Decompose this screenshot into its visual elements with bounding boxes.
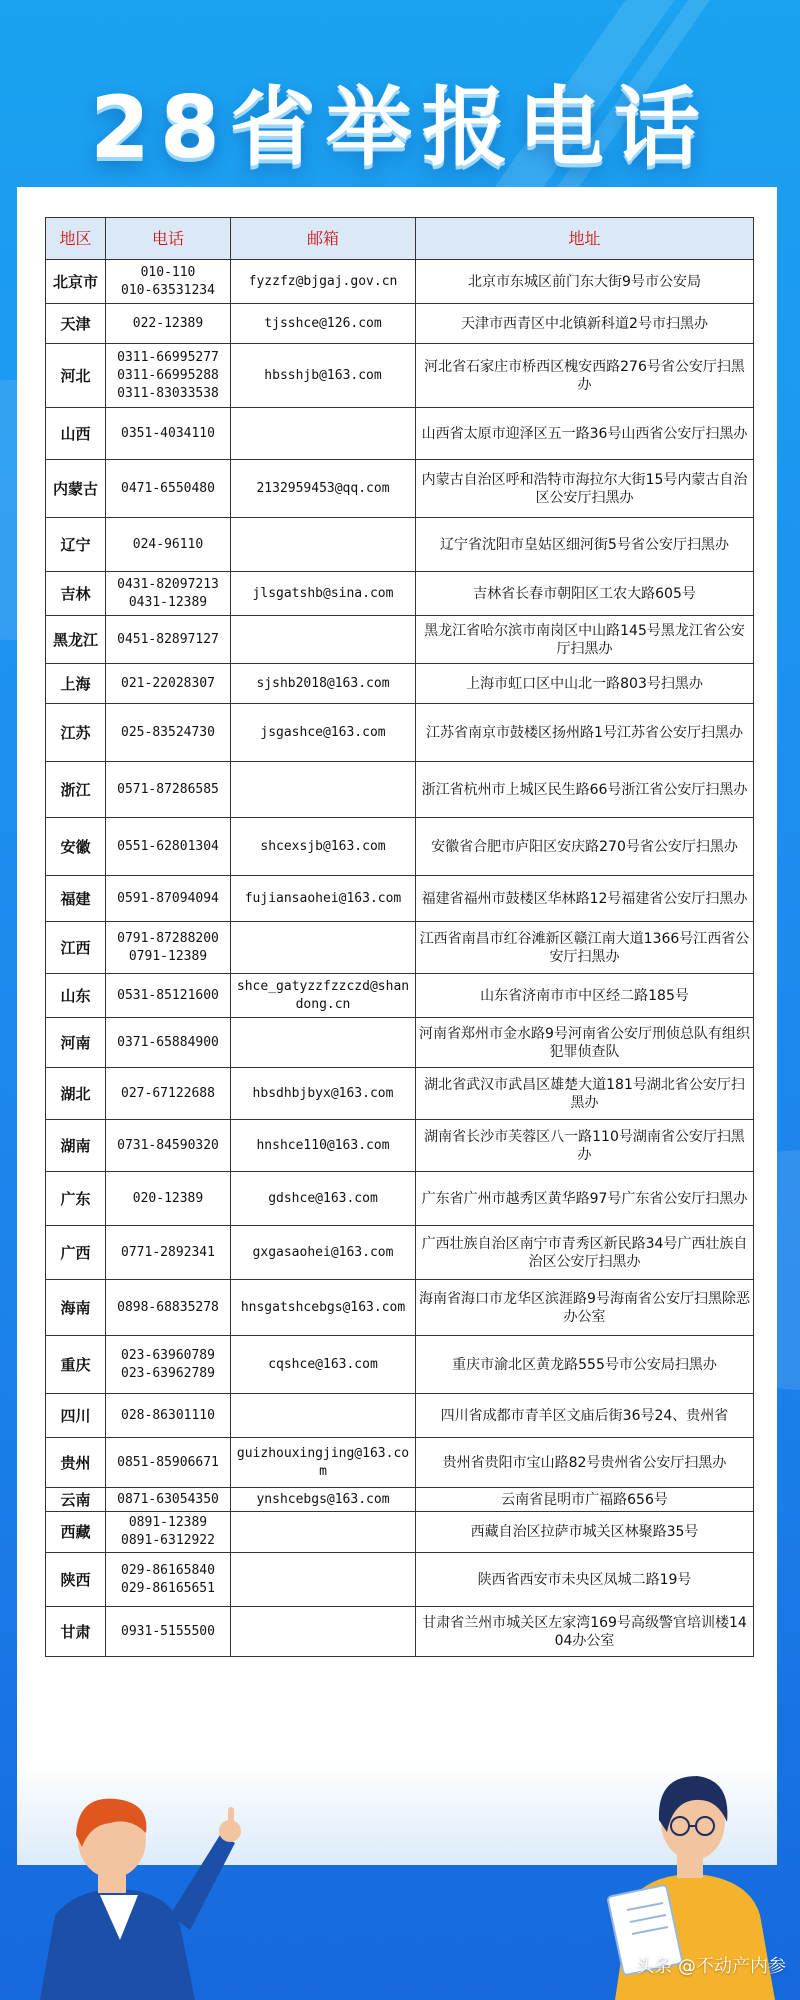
address-cell: 贵州省贵阳市宝山路82号贵州省公安厅扫黑办 [416,1438,754,1488]
table-row [46,1607,754,1657]
email-cell: tjsshce@126.com [231,304,416,344]
table-row [46,922,754,974]
address-cell: 福建省福州市鼓楼区华林路12号福建省公安厅扫黑办 [416,876,754,922]
region-cell: 四川 [46,1394,106,1438]
region-cell: 河南 [46,1018,106,1068]
email-cell [231,1553,416,1607]
phone-cell: 025-83524730 [106,704,231,762]
region-cell: 安徽 [46,818,106,876]
phone-cell: 0431-82097213 0431-12389 [106,572,231,616]
address-cell: 上海市虹口区中山北一路803号扫黑办 [416,664,754,704]
table-row [46,1172,754,1226]
address-cell: 海南省海口市龙华区滨涯路9号海南省公安厅扫黑除恶办公室 [416,1280,754,1336]
column-header-address: 地址 [416,218,754,260]
region-cell: 西藏 [46,1512,106,1553]
phone-cell: 0571-87286585 [106,762,231,818]
table-row [46,1336,754,1394]
address-cell: 北京市东城区前门东大街9号市公安局 [416,260,754,304]
table-row [46,876,754,922]
table-row [46,1120,754,1172]
address-cell: 西藏自治区拉萨市城关区林聚路35号 [416,1512,754,1553]
address-cell: 湖北省武汉市武昌区雄楚大道181号湖北省公安厅扫黑办 [416,1068,754,1120]
region-cell: 河北 [46,344,106,408]
email-cell [231,1018,416,1068]
phone-cell: 022-12389 [106,304,231,344]
email-cell: gxgasaohei@163.com [231,1226,416,1280]
region-cell: 广西 [46,1226,106,1280]
table-row [46,572,754,616]
region-cell: 吉林 [46,572,106,616]
column-header-email: 邮箱 [231,218,416,260]
table-row [46,1438,754,1488]
table-row [46,664,754,704]
phone-cell: 0371-65884900 [106,1018,231,1068]
phone-cell: 0351-4034110 [106,408,231,460]
phone-cell: 0931-5155500 [106,1607,231,1657]
email-cell [231,922,416,974]
region-cell: 甘肃 [46,1607,106,1657]
email-cell [231,408,416,460]
table-row [46,460,754,518]
address-cell: 广西壮族自治区南宁市青秀区新民路34号广西壮族自治区公安厅扫黑办 [416,1226,754,1280]
address-cell: 吉林省长春市朝阳区工农大路605号 [416,572,754,616]
phone-cell: 0551-62801304 [106,818,231,876]
email-cell: jsgashce@163.com [231,704,416,762]
address-cell: 河南省郑州市金水路9号河南省公安厅刑侦总队有组织犯罪侦查队 [416,1018,754,1068]
table-row [46,818,754,876]
phone-cell: 0891-12389 0891-6312922 [106,1512,231,1553]
region-cell: 浙江 [46,762,106,818]
email-cell: gdshce@163.com [231,1172,416,1226]
email-cell [231,616,416,664]
region-cell: 福建 [46,876,106,922]
address-cell: 山西省太原市迎泽区五一路36号山西省公安厅扫黑办 [416,408,754,460]
address-cell: 辽宁省沈阳市皇姑区细河街5号省公安厅扫黑办 [416,518,754,572]
address-cell: 安徽省合肥市庐阳区安庆路270号省公安厅扫黑办 [416,818,754,876]
table-header-row [46,218,754,260]
table-row [46,1018,754,1068]
table-row [46,1068,754,1120]
phone-cell: 0591-87094094 [106,876,231,922]
person-pointing-illustration [20,1765,260,2000]
email-cell: fujiansaohei@163.com [231,876,416,922]
email-cell: hbsshjb@163.com [231,344,416,408]
hotline-table [45,217,754,1657]
region-cell: 内蒙古 [46,460,106,518]
region-cell: 贵州 [46,1438,106,1488]
region-cell: 云南 [46,1488,106,1512]
address-cell: 浙江省杭州市上城区民生路66号浙江省公安厅扫黑办 [416,762,754,818]
email-cell: hbsdhbjbyx@163.com [231,1068,416,1120]
email-cell [231,1394,416,1438]
page-title: 28省举报电话 [90,78,710,178]
email-cell: sjshb2018@163.com [231,664,416,704]
email-cell: jlsgatshb@sina.com [231,572,416,616]
email-cell [231,1512,416,1553]
table-row [46,408,754,460]
address-cell: 山东省济南市市中区经二路185号 [416,974,754,1018]
phone-cell: 0471-6550480 [106,460,231,518]
watermark: 头条 @不动产内参 [636,1956,786,1977]
phone-cell: 0791-87288200 0791-12389 [106,922,231,974]
address-cell: 江西省南昌市红谷滩新区赣江南大道1366号江西省公安厅扫黑办 [416,922,754,974]
phone-cell: 027-67122688 [106,1068,231,1120]
phone-cell: 0531-85121600 [106,974,231,1018]
address-cell: 河北省石家庄市桥西区槐安西路276号省公安厅扫黑办 [416,344,754,408]
region-cell: 江西 [46,922,106,974]
email-cell: cqshce@163.com [231,1336,416,1394]
phone-cell: 0871-63054350 [106,1488,231,1512]
phone-cell: 028-86301110 [106,1394,231,1438]
email-cell: fyzzfz@bjgaj.gov.cn [231,260,416,304]
region-cell: 陕西 [46,1553,106,1607]
table-row [46,616,754,664]
table-body [46,260,754,1657]
email-cell: shcexsjb@163.com [231,818,416,876]
email-cell: hnsgatshcebgs@163.com [231,1280,416,1336]
email-cell: 2132959453@qq.com [231,460,416,518]
region-cell: 山西 [46,408,106,460]
email-cell: guizhouxingjing@163.com [231,1438,416,1488]
address-cell: 重庆市渝北区黄龙路555号市公安局扫黑办 [416,1336,754,1394]
phone-cell: 0771-2892341 [106,1226,231,1280]
column-header-phone: 电话 [106,218,231,260]
table-row [46,1280,754,1336]
email-cell [231,762,416,818]
phone-cell: 0898-68835278 [106,1280,231,1336]
region-cell: 江苏 [46,704,106,762]
email-cell: ynshcebgs@163.com [231,1488,416,1512]
phone-cell: 010-110 010-63531234 [106,260,231,304]
column-header-region: 地区 [46,218,106,260]
phone-cell: 0731-84590320 [106,1120,231,1172]
table-row [46,1512,754,1553]
table-row [46,762,754,818]
content-card [17,187,777,1865]
address-cell: 云南省昆明市广福路656号 [416,1488,754,1512]
table-row [46,1394,754,1438]
region-cell: 辽宁 [46,518,106,572]
address-cell: 广东省广州市越秀区黄华路97号广东省公安厅扫黑办 [416,1172,754,1226]
address-cell: 江苏省南京市鼓楼区扬州路1号江苏省公安厅扫黑办 [416,704,754,762]
table-row [46,1488,754,1512]
table-row [46,344,754,408]
email-cell: hnshce110@163.com [231,1120,416,1172]
address-cell: 陕西省西安市未央区凤城二路19号 [416,1553,754,1607]
table-row [46,304,754,344]
region-cell: 山东 [46,974,106,1018]
phone-cell: 029-86165840 029-86165651 [106,1553,231,1607]
address-cell: 甘肃省兰州市城关区左家湾169号高级警官培训楼1404办公室 [416,1607,754,1657]
email-cell [231,1607,416,1657]
address-cell: 四川省成都市青羊区文庙后街36号24、贵州省 [416,1394,754,1438]
region-cell: 上海 [46,664,106,704]
phone-cell: 020-12389 [106,1172,231,1226]
phone-cell: 0311-66995277 0311-66995288 0311-83033538 [106,344,231,408]
phone-cell: 023-63960789 023-63962789 [106,1336,231,1394]
table-row [46,704,754,762]
phone-cell: 021-22028307 [106,664,231,704]
region-cell: 湖南 [46,1120,106,1172]
region-cell: 海南 [46,1280,106,1336]
region-cell: 重庆 [46,1336,106,1394]
region-cell: 黑龙江 [46,616,106,664]
address-cell: 湖南省长沙市芙蓉区八一路110号湖南省公安厅扫黑办 [416,1120,754,1172]
email-cell: shce_gatyzzfzzczd@shandong.cn [231,974,416,1018]
table-row [46,974,754,1018]
phone-cell: 0851-85906671 [106,1438,231,1488]
phone-cell: 024-96110 [106,518,231,572]
address-cell: 天津市西青区中北镇新科道2号市扫黑办 [416,304,754,344]
table-row [46,260,754,304]
region-cell: 天津 [46,304,106,344]
region-cell: 广东 [46,1172,106,1226]
address-cell: 黑龙江省哈尔滨市南岗区中山路145号黑龙江省公安厅扫黑办 [416,616,754,664]
phone-cell: 0451-82897127 [106,616,231,664]
region-cell: 湖北 [46,1068,106,1120]
table-row [46,1553,754,1607]
address-cell: 内蒙古自治区呼和浩特市海拉尔大街15号内蒙古自治区公安厅扫黑办 [416,460,754,518]
region-cell: 北京市 [46,260,106,304]
table-row [46,1226,754,1280]
table-row [46,518,754,572]
email-cell [231,518,416,572]
